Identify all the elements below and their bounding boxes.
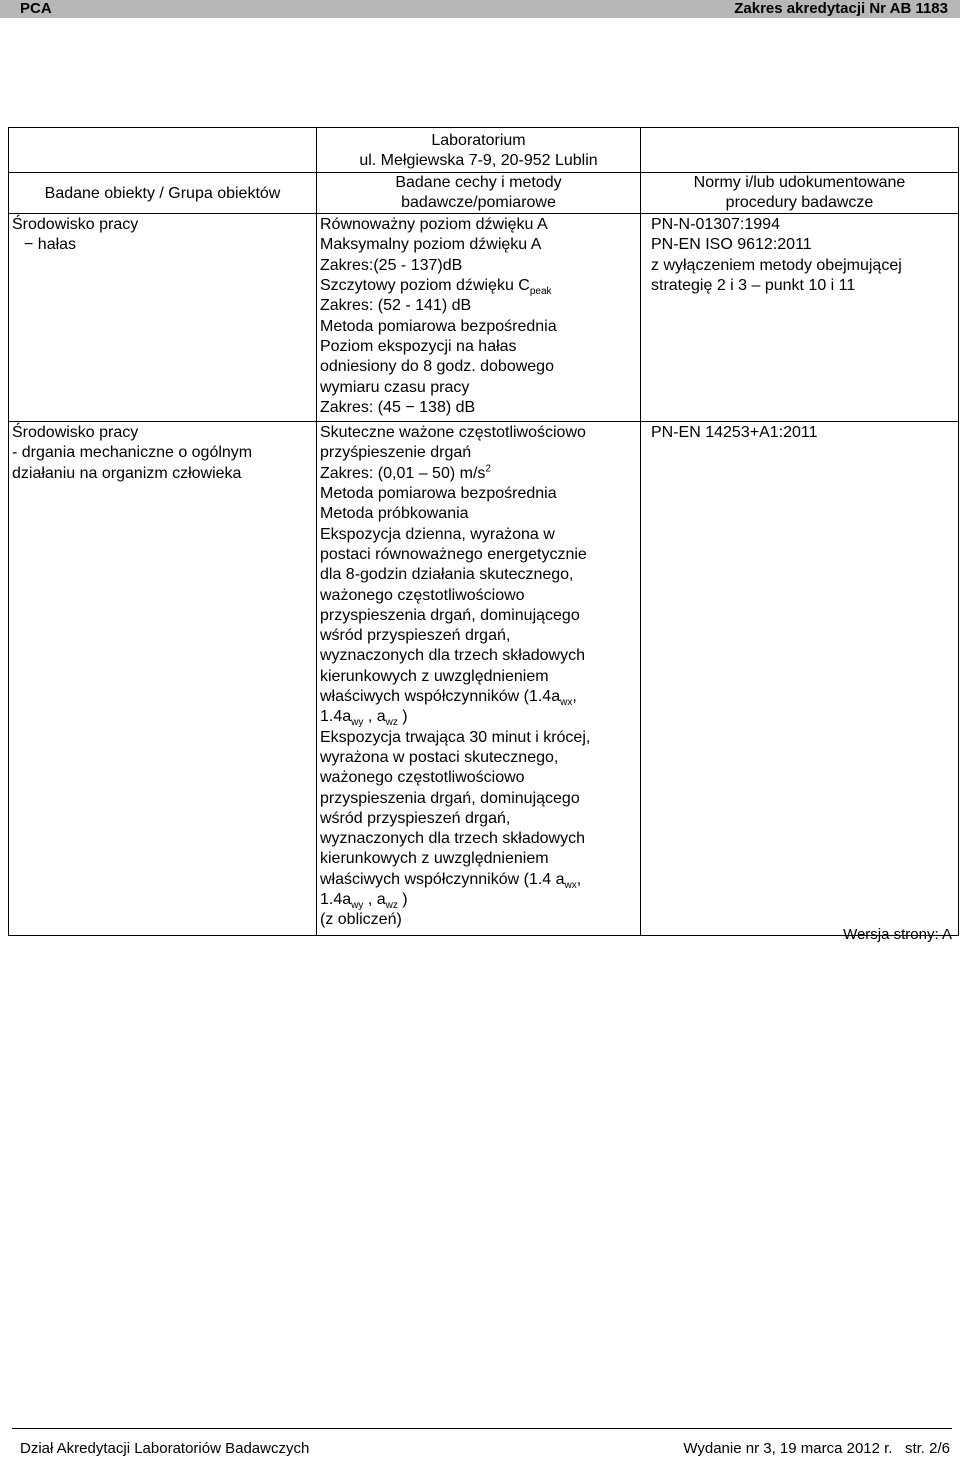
- vibration-method-line: wyrażona w postaci skutecznego,: [320, 748, 559, 766]
- empty-cell: [9, 128, 317, 173]
- page-version: Wersja strony: A: [843, 926, 952, 943]
- wx-subscript: wx: [564, 879, 577, 891]
- coefficient-text: , a: [363, 708, 386, 726]
- vibration-method-line: Ekspozycja trwająca 30 minut i krócej,: [320, 728, 591, 746]
- vibration-method-line: [320, 464, 636, 484]
- vibration-method-line: wyznaczonych dla trzech składowych: [320, 830, 586, 848]
- norms-header-line-1: Normy i/lub udokumentowane: [693, 173, 906, 191]
- lab-address: ul. Mełgiewska 7-9, 20-952 Lublin: [359, 152, 598, 170]
- vibration-object-line: Środowisko pracy: [12, 424, 139, 442]
- range-superscript: 2: [485, 463, 491, 475]
- vibration-method-line: przyśpieszenie drgań: [320, 444, 472, 462]
- noise-method-line: Poziom ekspozycji na hałas: [320, 337, 517, 355]
- vibration-methods-cell: [317, 422, 641, 935]
- noise-object-line-1: Środowisko pracy: [12, 216, 139, 234]
- coefficient-text: , a: [363, 890, 386, 908]
- vibration-object-cell: [9, 422, 317, 935]
- noise-method-line: [320, 276, 636, 296]
- vibration-method-line: ważonego częstotliwościowo: [320, 769, 525, 787]
- noise-method-line: wymiaru czasu pracy: [320, 378, 470, 396]
- noise-method-line: Maksymalny poziom dźwięku A: [320, 236, 542, 254]
- objects-header-text: Badane obiekty / Grupa obiektów: [44, 184, 281, 202]
- vibration-object-line: działaniu na organizm człowieka: [12, 464, 242, 482]
- bracket-text: ): [397, 890, 408, 908]
- noise-norm-line: PN-EN ISO 9612:2011: [651, 236, 812, 254]
- vibration-method-line: wśród przyspieszeń drgań,: [320, 809, 511, 827]
- wy-subscript: wy: [351, 717, 364, 729]
- vibration-method-line: [320, 890, 636, 910]
- vibration-method-line: kierunkowych z uwzględnieniem: [320, 850, 549, 868]
- peak-subscript: peak: [529, 286, 552, 298]
- noise-method-line: Metoda pomiarowa bezpośrednia: [320, 317, 557, 335]
- vibration-method-line: wśród przyspieszeń drgań,: [320, 627, 511, 645]
- column-header-row: [9, 172, 959, 214]
- vibration-method-line: Metoda pomiarowa bezpośrednia: [320, 485, 557, 503]
- noise-method-line: Zakres: (45 − 138) dB: [320, 398, 476, 416]
- noise-method-line: Zakres:(25 - 137)dB: [320, 256, 463, 274]
- noise-object-cell: [9, 214, 317, 422]
- bracket-text: ): [397, 708, 408, 726]
- vibration-method-line: ważonego częstotliwościowo: [320, 586, 525, 604]
- coefficients-text: właściwych współczynników (1.4 a: [320, 870, 565, 888]
- wz-subscript: wz: [385, 717, 398, 729]
- coefficient-text: 1.4a: [320, 708, 352, 726]
- noise-methods-cell: [317, 214, 641, 422]
- noise-object-line-2: − hałas: [24, 236, 77, 254]
- noise-row: [9, 214, 959, 422]
- norms-header-line-2: procedury badawcze: [725, 193, 874, 211]
- methods-column-header: [317, 172, 641, 214]
- noise-method-line: Równoważny poziom dźwięku A: [320, 216, 548, 234]
- noise-norm-line: strategię 2 i 3 – punkt 10 i 11: [651, 277, 856, 295]
- coefficients-text: właściwych współczynników (1.4a: [320, 688, 561, 706]
- header-organization: PCA: [20, 0, 52, 17]
- methods-header-line-2: badawcze/pomiarowe: [401, 193, 556, 211]
- vibration-norm-line: PN-EN 14253+A1:2011: [651, 424, 818, 442]
- vibration-norms-cell: [641, 422, 959, 935]
- noise-method-line: Zakres: (52 - 141) dB: [320, 297, 472, 315]
- lab-header-row: [9, 128, 959, 173]
- wz-subscript: wz: [385, 900, 398, 912]
- lab-header: [317, 128, 641, 173]
- comma-text: ,: [572, 688, 577, 706]
- vibration-method-line: Ekspozycja dzienna, wyrażona w: [320, 525, 555, 543]
- empty-cell: [641, 128, 959, 173]
- vibration-method-line: dla 8-godzin działania skutecznego,: [320, 566, 574, 584]
- wx-subscript: wx: [560, 697, 573, 709]
- noise-method-line: odniesiony do 8 godz. dobowego: [320, 358, 554, 376]
- vibration-method-line: [320, 687, 636, 707]
- vibration-method-line: Metoda próbkowania: [320, 505, 469, 523]
- vibration-method-line: przyspieszenia drgań, dominującego: [320, 606, 580, 624]
- range-label: Zakres: (0,01 – 50) m/s: [320, 464, 486, 482]
- vibration-method-line: [320, 870, 636, 890]
- vibration-row: [9, 422, 959, 935]
- footer-edition: Wydanie nr 3, 19 marca 2012 r. str. 2/6: [683, 1440, 950, 1457]
- comma-text: ,: [576, 870, 582, 888]
- header-scope-title: Zakres akredytacji Nr AB 1183: [734, 0, 948, 17]
- vibration-method-line: postaci równoważnego energetycznie: [320, 545, 587, 563]
- vibration-method-line: (z obliczeń): [320, 911, 402, 929]
- vibration-method-line: przyspieszenia drgań, dominującego: [320, 789, 580, 807]
- vibration-method-line: kierunkowych z uwzględnieniem: [320, 667, 549, 685]
- noise-norm-line: PN-N-01307:1994: [651, 216, 780, 234]
- lab-name: Laboratorium: [431, 132, 526, 149]
- noise-norms-cell: [641, 214, 959, 422]
- noise-norm-line: z wyłączeniem metody obejmującej: [651, 256, 902, 274]
- footer-department: Dział Akredytacji Laboratoriów Badawczych: [20, 1440, 310, 1457]
- vibration-method-line: Skuteczne ważone częstotliwościowo: [320, 424, 586, 442]
- vibration-method-line: wyznaczonych dla trzech składowych: [320, 647, 586, 665]
- footer-divider: [12, 1428, 952, 1429]
- accreditation-scope-table: [8, 127, 959, 936]
- vibration-object-line: - drgania mechaniczne o ogólnym: [12, 444, 253, 462]
- norms-column-header: [641, 172, 959, 214]
- vibration-method-line: [320, 707, 636, 727]
- objects-column-header: [9, 172, 317, 214]
- page-header: [0, 0, 960, 18]
- methods-header-line-1: Badane cechy i metody: [395, 173, 562, 191]
- coefficient-text: 1.4a: [320, 890, 352, 908]
- wy-subscript: wy: [351, 900, 364, 912]
- peak-level-label: Szczytowy poziom dźwięku C: [320, 277, 530, 295]
